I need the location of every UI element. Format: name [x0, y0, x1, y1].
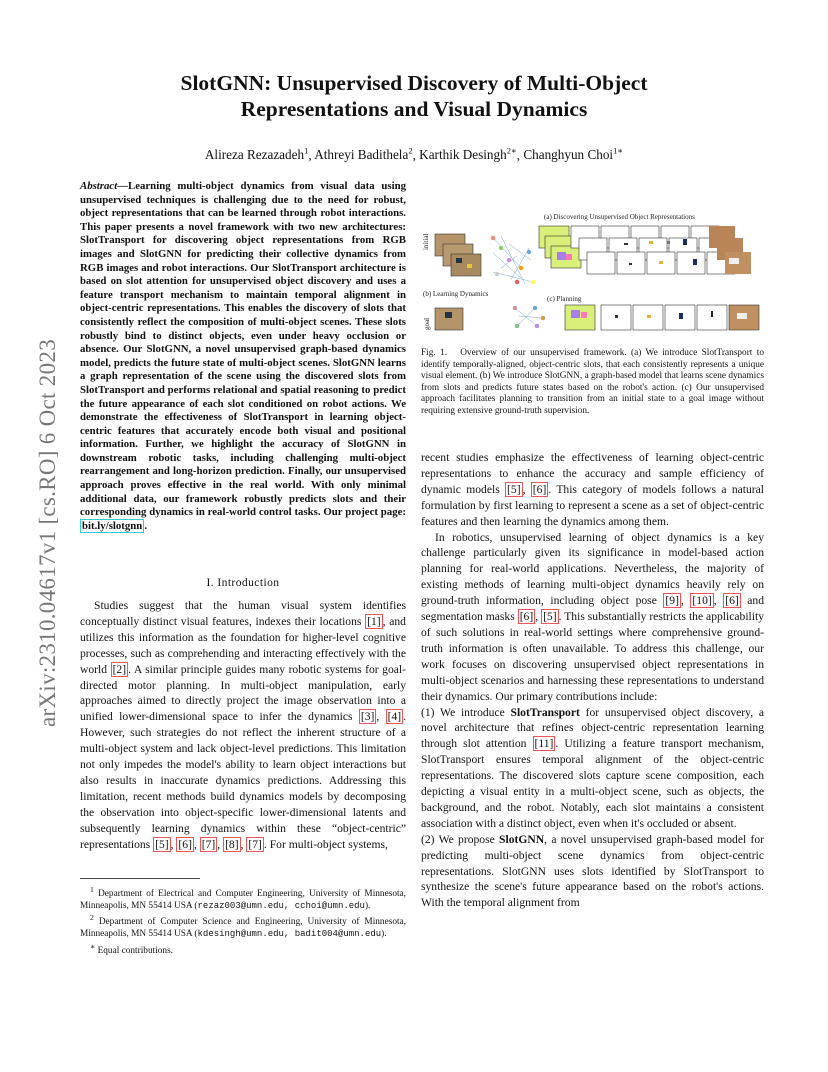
- citation-link[interactable]: [6]: [725, 594, 739, 608]
- author-3: Karthik Desingh$^{2∗}$: [419, 146, 517, 163]
- citation-link[interactable]: [10]: [692, 594, 712, 608]
- email-link[interactable]: kdesingh@umn.edu, badit004@umn.edu: [197, 928, 382, 939]
- paragraph-robotics: In robotics, unsupervised learning of object dynamics is a key challenge particularly given its significance in model-based action planning for real-world applications. Nevertheless, the majority of existing methods of learning multi-object dynamics heavily rely on ground-truth information, including object pose [9] , [10] , [6] and segmentation masks [6] , [5] . This substantially restricts the applicability of such solutions in real-world settings where comprehensive ground-truth information is often unavailable. To address this challenge, our work focuses on discovering unsupervised object representations in multi-object scenarios and harnessing these representations to understand their dynamics. Our primary contributions include:: [421, 530, 765, 703]
- citation-link[interactable]: [5]: [543, 610, 557, 624]
- abstract: [80, 180, 406, 533]
- email-link[interactable]: rezaz003@umn.edu, cchoi@umn.edu: [197, 900, 365, 911]
- citation-link[interactable]: [11]: [534, 737, 554, 751]
- citation-link[interactable]: [7]: [201, 837, 216, 851]
- citation-link[interactable]: [6]: [519, 610, 534, 624]
- citation-link[interactable]: [4]: [387, 710, 402, 724]
- citation-link[interactable]: [5]: [155, 837, 169, 851]
- abstract-end: .: [144, 519, 148, 532]
- title-line-2: Representations and Visual Dynamics: [240, 97, 588, 121]
- abstract-label: Abstract: [80, 180, 118, 192]
- citation-link[interactable]: [7]: [248, 837, 262, 851]
- author-1: Alireza Rezazadeh$^1$: [204, 146, 309, 163]
- citation-link[interactable]: [1]: [367, 614, 381, 628]
- figure-label-initial: initial: [422, 233, 430, 250]
- arxiv-stamp: [8, 290, 72, 790]
- graph-network-diagram: [493, 236, 533, 284]
- citation-link[interactable]: [8]: [225, 837, 239, 851]
- footnote-rule: [80, 878, 200, 879]
- figure-label-goal: goal: [423, 317, 431, 330]
- footnote-1: $^1$ Department of Electrical and Computer Engineering, University of Minnesota, Minneapolis, MN 55414 USA (rezaz003@umn.edu, cchoi@umn.edu).: [80, 885, 406, 911]
- caption-prefix: Fig. 1.: [421, 348, 448, 358]
- planning-frames: [565, 305, 759, 330]
- paragraph-continuation: recent studies emphasize the effectiveness of learning object-centric representations to enhance the accuracy and sample efficiency of dynamic models [5] , [6] . This category of models follows a natural formulation by first learning to represent a scene as a set of object-centric features and then learning the dynamics among them.: [421, 451, 765, 528]
- footnote-3: ∗ Equal contributions.: [90, 941, 174, 956]
- figure-label-b: (b) Learning Dynamics: [423, 290, 489, 298]
- intro-body: [80, 598, 406, 853]
- caption-text: Overview of our unsupervised framework. (a) We introduce SlotTransport to identify temporally-aligned, object-centric slots, that each consistently represents a unique visual element. (b) We introduce SlotGNN, a graph-based model that learns scene dynamics from slots and predicts future states based on the robot's action. (c) Our unsupervised approach facilitates planning to transition from an initial state to a goal image without requiring extensive ground-truth supervision.: [421, 348, 764, 416]
- citation-link[interactable]: [6]: [178, 837, 192, 851]
- author-list: Alireza Rezazadeh$^1$, Athreyi Badithela$^2$, Karthik Desingh$^{2∗}$, Changhyun Choi$^{1∗}$: [204, 146, 624, 163]
- abstract-text: —Learning multi-object dynamics from visual data using unsupervised techniques is challenging due to the need for robust, object representations that can be learned through robot interactions. This paper presents a novel framework with two new architectures: SlotTransport for discovering object representations from RGB images and SlotGNN for predicting their collective dynamics from RGB images and robot interactions. Our SlotTransport architecture is based on slot attention for unsupervised object discovery and uses a feature transport mechanism to maintain temporal alignment in object-centric representations. This enables the discovery of slots that consistently reflect the composition of multi-object scenes. These slots robustly bind to distinct objects, even under heavy occlusion or absence. Our SlotGNN, a novel unsupervised graph-based dynamics model, predicts the future state of multi-object scenes. SlotGNN learns a graph representation of the scene using the discovered slots from SlotTransport and performs relational and spatial reasoning to predict the future appearance of each slot conditioned on robot actions. We demonstrate the effectiveness of SlotTransport in learning object-centric features that accurately encode both visual and positional information. Further, we highlight the accuracy of SlotGNN in downstream robotic tasks, including challenging multi-object rearrangement and long-horizon prediction. Finally, our unsupervised approach proves effective in the real world. With only minimal additional data, our framework robustly predicts slots and their corresponding dynamics in real-world control tasks. Our project page:: [80, 180, 406, 519]
- arxiv-stamp-text: arXiv:2310.04617v1 [cs.RO] 6 Oct 2023: [35, 339, 60, 727]
- intro-paragraph: Studies suggest that the human visual system identifies conceptually distinct visual features, indexes their locations [1] , and utilizes this information as the foundation for higher-level cognitive processes, such as comprehending and interacting effectively with the world [2] . A similar principle guides many robotic systems for goal-directed motor planning. In multi-object manipulation, early approaches aimed to directly project the image observation into a unified lower-dimensional space to infer the dynamics [3] , [4] . However, such strategies do not reflect the inherent structure of a multi-object system and lack object-level predictions. This limitation not only impedes the model's ability to learn object interactions but also results in inaccurate dynamics predictions. Addressing this limitation, recent methods build dynamics models by decomposing the observation into object-specific lower-dimensional latents and subsequently learning dynamics within these “object-centric” representations [5] , [6] , [7] , [8] , [7] . For multi-object systems,: [80, 599, 407, 851]
- citation-link[interactable]: [2]: [112, 662, 127, 676]
- author-4: Changhyun Choi$^{1∗}$: [523, 146, 624, 163]
- figure-label-c: (c) Planning: [547, 295, 582, 303]
- footnotes: [80, 884, 406, 957]
- citation-link[interactable]: [6]: [532, 482, 547, 496]
- planning-graph: [513, 306, 545, 328]
- figure-1-caption: [421, 348, 764, 418]
- title-line-1: SlotGNN: Unsupervised Discovery of Multi-Object: [180, 71, 648, 95]
- input-frames-stack: [435, 234, 481, 276]
- citation-link[interactable]: [3]: [360, 710, 375, 724]
- figure-label-a: (a) Discovering Unsupervised Object Representations: [544, 213, 695, 221]
- contribution-1: (1) We introduce SlotTransport for unsupervised object discovery, a novel architecture that refines object-centric representation learning through slot attention [11] . Utilizing a feature transport mechanism, SlotTransport ensures temporal alignment of the object-centric representations. The discovered slots capture scene composition, each depicting a visual entity in a multi-object scene, such as objects, the background, and the robot. Notably, each slot maintains a consistent association with a distinct object, even when it's occluded or absent.: [421, 705, 764, 830]
- citation-link[interactable]: [5]: [507, 482, 521, 496]
- project-page-link[interactable]: bit.ly/slotgnn: [82, 519, 143, 532]
- contribution-2: (2) We propose SlotGNN, a novel unsupervised graph-based model for predicting multi-object scene dynamics from object-centric representations. SlotGNN uses slots identified by SlotTransport to synthesize the scene's future appearance based on the robot's actions. With the temporal alignment from: [421, 832, 764, 910]
- paper-title: [110, 70, 718, 122]
- author-2: Athreyi Badithela$^2$: [314, 146, 413, 163]
- goal-frame: [435, 308, 463, 330]
- right-column-body: [421, 450, 764, 911]
- section-heading-introduction: I. Introduction: [206, 576, 280, 589]
- citation-link[interactable]: [9]: [665, 594, 679, 608]
- footnote-2: $^2$ Department of Computer Science and Engineering, University of Minnesota, Minneapolis, MN 55414 USA (kdesingh@umn.edu, badit004@umn.edu).: [80, 913, 407, 939]
- figure-1: [421, 208, 749, 338]
- figure-1-illustration: [421, 208, 766, 338]
